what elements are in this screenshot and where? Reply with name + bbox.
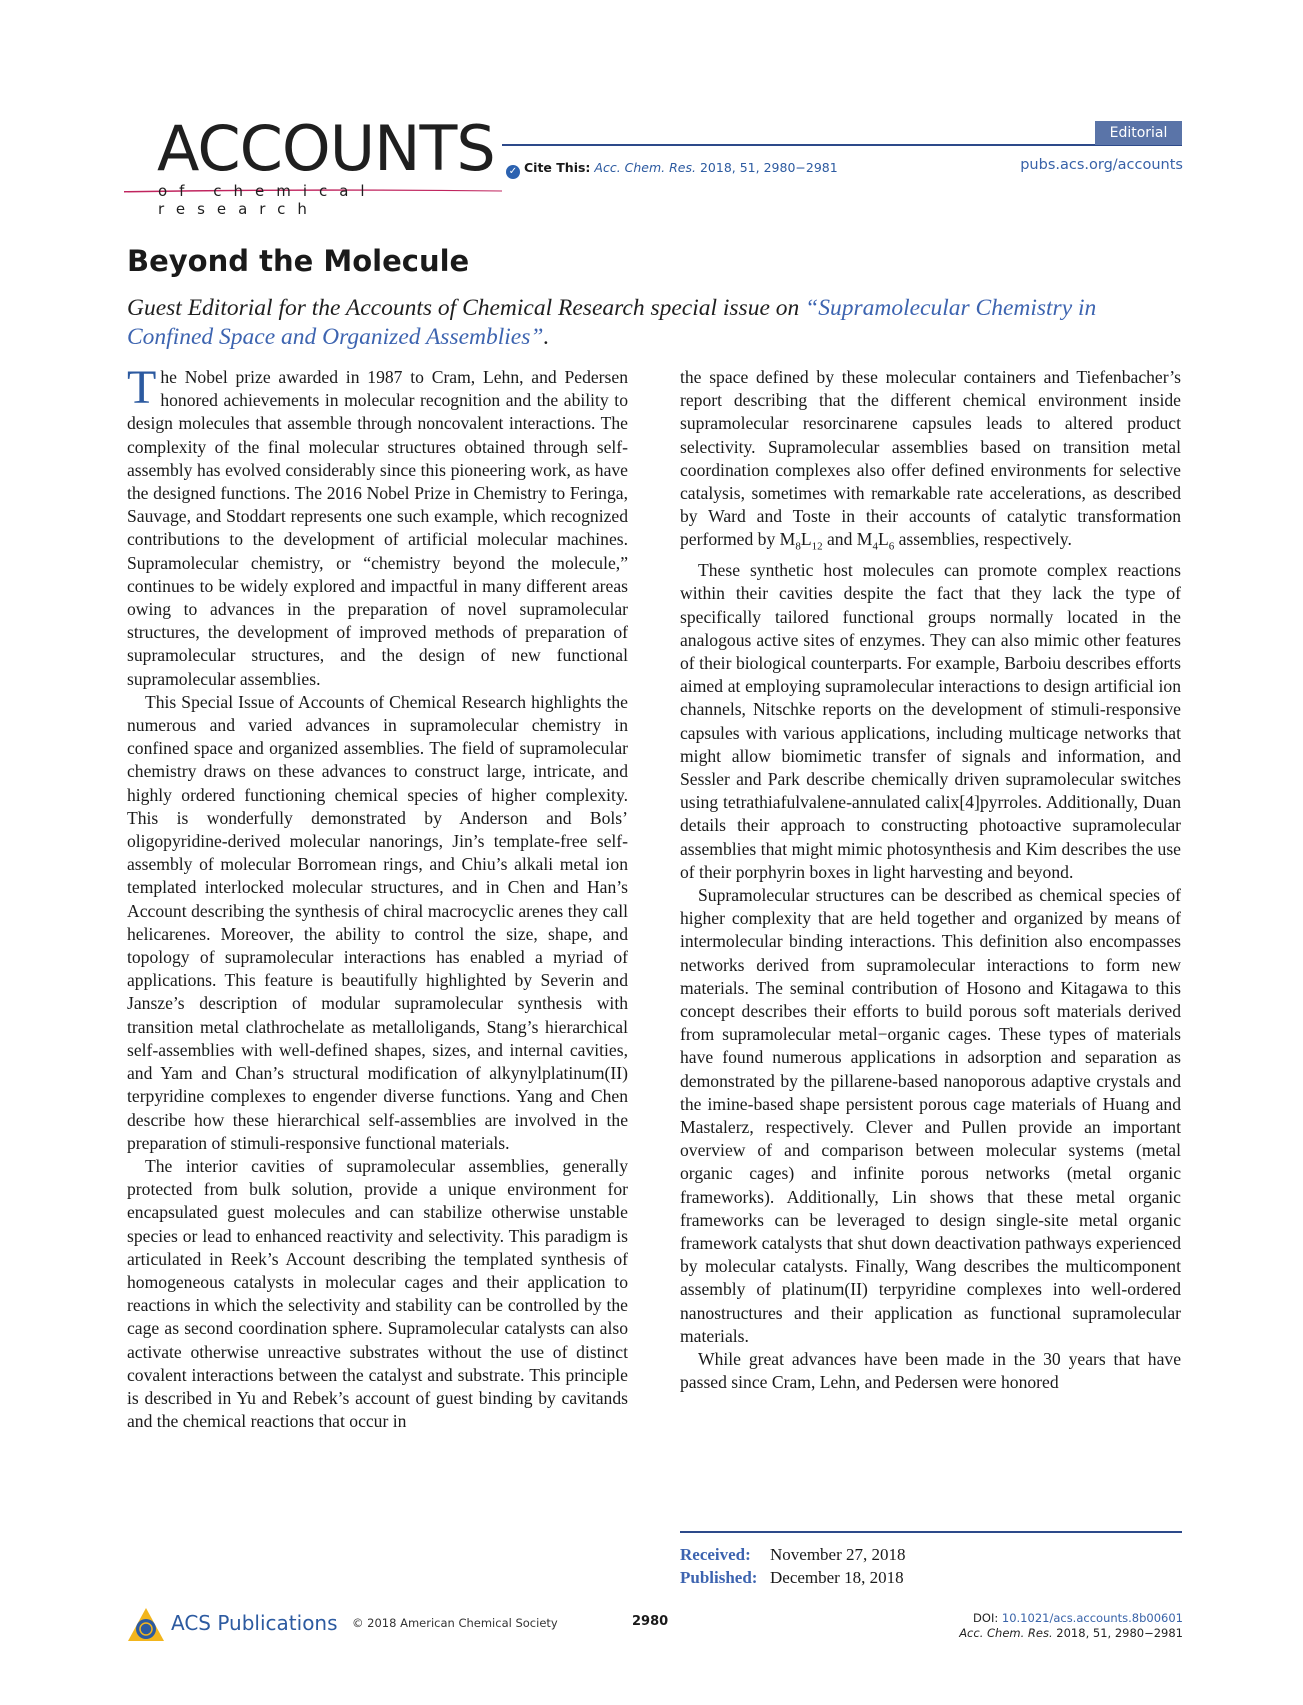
footer-volume-pages: 2018, 51, 2980−2981 — [1052, 1626, 1183, 1640]
journal-site-link[interactable]: pubs.acs.org/accounts — [1020, 157, 1183, 173]
article-type-badge: Editorial — [1095, 121, 1182, 145]
page-number: 2980 — [632, 1614, 669, 1629]
doi-line: DOI: 10.1021/acs.accounts.8b00601 — [973, 1611, 1183, 1625]
doi-block — [959, 1611, 1183, 1641]
special-issue-link[interactable]: “Supramolecular Chemistry in Confined Space and Organized Assemblies” — [127, 295, 1097, 350]
journal-logo-subtitle: of chemical research — [158, 182, 377, 218]
formula-m8l12: $M_8L_{12}$ — [779, 529, 823, 553]
cite-label: Cite This: — [524, 160, 591, 175]
journal-logo-word: ACCOUNTS — [157, 112, 495, 185]
drop-cap: T — [127, 361, 157, 414]
article-title: Beyond the Molecule — [127, 244, 470, 278]
cite-volume-pages: 2018, 51, 2980−2981 — [699, 160, 838, 175]
paragraph: While great advances have been made in the 30 years that have passed since Cram, Lehn, and Pedersen were honored — [680, 1349, 1181, 1393]
doi-link[interactable]: 10.1021/acs.accounts.8b00601 — [1001, 1611, 1183, 1625]
published-label: Published: — [680, 1568, 758, 1587]
published-row — [680, 1566, 906, 1589]
paragraph-text: assemblies, respectively. — [894, 529, 1072, 550]
publisher-name: ACS Publications — [171, 1611, 338, 1635]
acs-publications-logo[interactable] — [127, 1607, 337, 1643]
cite-reference[interactable] — [594, 160, 837, 175]
dates-rule — [680, 1531, 1182, 1533]
acs-emblem-icon — [127, 1607, 165, 1643]
paragraph: Supramolecular structures can be described as chemical species of higher complexity that are held together and organized by means of intermolecular binding interactions. This definition also encompasses networks derived from supramolecular interactions to form new materials. The seminal contribution of Hosono and Kitagawa to this concept describes their efforts to build porous soft materials derived from supramolecular metal−organic cages. These types of materials have found numerous applications in adsorption and separation as demonstrated by the pillarene-based nanoporous adaptive crystals and the imine-based shape persistent porous cage materials of Huang and Mastalerz, respectively. Clever and Pullen provide an important overview of and comparison between molecular systems (metal organic cages) and infinite porous networks (metal organic frameworks). Additionally, Lin shows that these metal organic frameworks can be leveraged to design single-site metal organic framework catalysts that shut down deactivation pathways experienced by molecular catalysts. Finally, Wang describes the multicomponent assembly of platinum(II) terpyridine complexes into well-ordered nanostructures and their application as functional supramolecular materials. — [680, 884, 1181, 1346]
article-dates — [680, 1543, 906, 1589]
footer-journal: Acc. Chem. Res. — [959, 1626, 1053, 1640]
published-date: December 18, 2018 — [770, 1568, 904, 1587]
cite-journal: Acc. Chem. Res. — [594, 160, 696, 175]
article-subtitle — [127, 294, 1187, 352]
formula-m4l6: $M_4L_6$ — [856, 529, 895, 553]
paragraph: These synthetic host molecules can promote complex reactions within their cavities despite the fact that they lack the type of specifically tailored functional groups normally located in the analogous active sites of enzymes. They can also mimic other features of their biological counterparts. For example, Barboiu describes efforts aimed at employing supramolecular interactions to design artificial ion channels, Nitschke reports on the development of stimuli-responsive capsules with various applications, including multicage networks that might allow biomimetic transfer of signals and information, and Sessler and Park describe chemically driven supramolecular switches using tetrathiafulvalene-annulated calix[4]pyrroles. Additionally, Duan details their approach to constructing photoactive supramolecular assemblies that might mimic photosynthesis and Kim describes the use of their porphyrin boxes in light harvesting and beyond. — [680, 560, 1181, 882]
copyright: © 2018 American Chemical Society — [352, 1616, 558, 1630]
paragraph-text: he Nobel prize awarded in 1987 to Cram, Lehn, and Pedersen honored achievements in molecular recognition and the ability to design molecules that assemble through noncovalent interactions. The complexity of the final molecular structures obtained through self-assembly has evolved considerably since this pioneering work, as have the designed functions. The 2016 Nobel Prize in Chemistry to Feringa, Sauvage, and Stoddart represents one such example, which recognized contributions to the development of artificial molecular machines. Supramolecular chemistry, or “chemistry beyond the molecule,” continues to be widely explored and impactful in many different areas owing to advances in the preparation of novel supramolecular structures, the development of improved methods of preparation of supramolecular structures, and the design of new functional supramolecular assemblies. — [127, 367, 628, 689]
check-icon: ✓ — [506, 165, 520, 179]
cite-this[interactable] — [506, 160, 838, 179]
footer-citation — [959, 1626, 1183, 1641]
received-date: November 27, 2018 — [770, 1545, 906, 1564]
paragraph: The interior cavities of supramolecular assemblies, generally protected from bulk solution, provide a unique environment for encapsulated guest molecules and can stabilize otherwise unstable species or lead to enhanced reactivity and selectivity. This paradigm is articulated in Reek’s Account describing the templated synthesis of homogeneous catalysts in molecular cages and their application to reactions in which the selectivity and stability can be controlled by the cage as second coordination sphere. Supramolecular catalysts can also activate otherwise unreactive substrates without the use of distinct covalent interactions between the catalyst and substrate. This principle is described in Yu and Rebek’s account of guest binding by cavitands and the chemical reactions that occur in — [127, 1155, 628, 1432]
body-column-left — [127, 361, 628, 1433]
header-rule — [502, 144, 1182, 146]
subtitle-suffix: . — [543, 324, 550, 350]
paragraph: the space defined by these molecular containers and Tiefenbacher’s report describing that the different chemical environment inside supramolecular resorcinarene capsules leads to altered product selectivity. Supramolecular assemblies based on transition metal coordination complexes also offer defined environments for selective catalysis, sometimes with remarkable rate accelerations, as described by Ward and Toste in their accounts of catalytic transformation performed by $M_8L_{12}$ and $M_4L_6$ assemblies, respectively. — [680, 367, 1181, 553]
paragraph: This Special Issue of Accounts of Chemical Research highlights the numerous and varied advances in supramolecular chemistry in confined space and organized assemblies. The field of supramolecular chemistry draws on these advances to construct large, intricate, and highly ordered functioning chemical species of higher complexity. This is wonderfully demonstrated by Anderson and Bols’ oligopyridine-derived molecular nanorings, Jin’s template-free self-assembly of molecular Borromean rings, and Chiu’s alkali metal ion templated interlocked molecular structures, and in Chen and Han’s Account describing the synthesis of chiral macrocyclic arenes they call helicarenes. Moreover, the ability to control the size, shape, and topology of supramolecular interactions has enabled a myriad of applications. This feature is beautifully highlighted by Severin and Jansze’s description of modular supramolecular synthesis with transition metal clathrochelate as metalloligands, Stang’s hierarchical self-assemblies with well-defined shapes, sizes, and internal cavities, and Yam and Chan’s structural modification of alkynylplatinum(II) terpyridine complexes to engender diverse functions. Yang and Chen describe how these hierarchical self-assemblies are involved in the preparation of stimuli-responsive functional materials. — [127, 691, 628, 1153]
paragraph — [127, 361, 628, 691]
body-column-right — [680, 366, 1181, 1394]
journal-logo — [122, 112, 502, 218]
received-row — [680, 1543, 906, 1566]
received-label: Received: — [680, 1545, 751, 1564]
subtitle-text: Guest Editorial for the Accounts of Chemical Research special issue on — [127, 295, 806, 321]
paragraph-text: the space defined by these molecular containers and Tiefenbacher’s report describing that the different chemical environment inside supramolecular resorcinarene capsules leads to altered product selectivity. Supramolecular assemblies based on transition metal coordination complexes also offer defined environments for selective catalysis, sometimes with remarkable rate accelerations, as described by Ward and Toste in their accounts of catalytic transformation performed by — [680, 367, 1181, 550]
